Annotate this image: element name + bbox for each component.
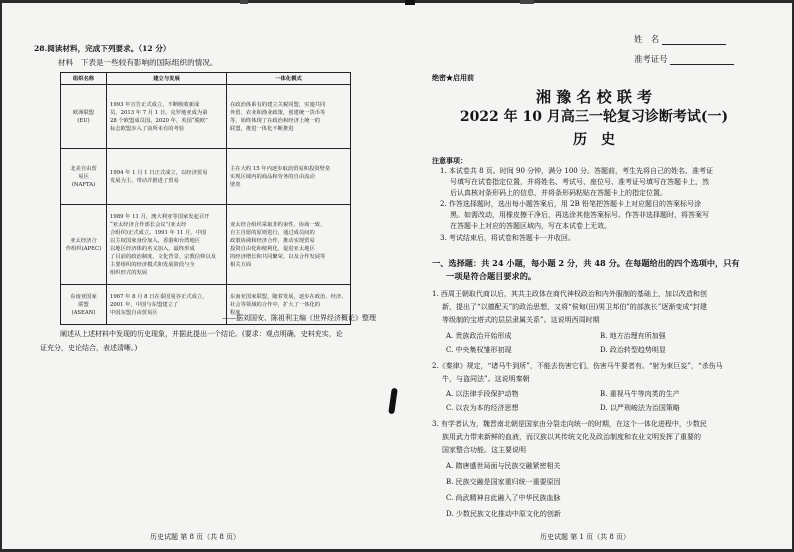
org-name-asean: 东南亚国家 联盟 (ASEAN) — [61, 285, 107, 325]
note-line: 在答题卡上对应的答题区域内，写在本试卷上无效。 — [450, 222, 611, 230]
table-row — [61, 205, 351, 285]
q1-option-d: D. 政治转型趋势明显 — [600, 346, 666, 354]
q2-line: 牛，与盗同法”。这说明秦朝 — [442, 375, 530, 383]
scan-smudge — [388, 388, 398, 415]
col-header-mode: 一体化模式 — [227, 73, 351, 85]
table-row — [61, 85, 351, 149]
org-name-nafta: 北美自由贸 易区 (NAFTA) — [61, 149, 107, 205]
secret-mark: 绝密★启用前 — [432, 73, 474, 82]
q1-option-c: C. 中央集权雏形初现 — [446, 346, 512, 354]
q2-option-d: D. 以严刑峻法为治国策略 — [600, 404, 680, 412]
q1-line: 新，提出了“以德配天”的政治思想，又将“侯甸(田)男卫邦伯”的部族长”逐渐变成“封建 — [442, 303, 707, 311]
note-line: 2. 作答选择题时，选出每小题答案后，用 2B 铅笔把答题卡上对应题目的答案标号涂 — [440, 200, 701, 208]
scan-mark — [520, 0, 534, 4]
q2-option-a: A. 以法律手段保护动物 — [446, 390, 519, 398]
exam-title-1: 湘 豫 名 校 联 考 — [535, 88, 653, 106]
development-cell: 1989 年 11 月，澳大利亚等国家发起召开 “亚太经济合作部长会议”(亚太经 合组织)正式成立。1991 年 11 月，中国 以主权国家身份加入，香港和台湾地区 以地区经济体的名义加入，最终形成 了目前的政治制度、文化背景、宗教信仰以及 主要组织的经济模式和发展阶段与全 组织形式的发展 — [107, 205, 227, 285]
table-header-row — [61, 73, 351, 85]
q3-line: 国家整合功能。这主要说明 — [442, 446, 526, 454]
development-cell: 1967 年 8 月 8 日在泰国曼谷正式成立， 2001 年，中国与东盟建立了 中国东盟自由贸易区 — [107, 285, 227, 325]
ticket-field — [634, 54, 734, 65]
q2-option-c: C. 以农为本的经济思想 — [446, 404, 519, 412]
note-line: 黑。如需改动，用橡皮擦干净后，再选涂其他答案标号。作答非选择题时，将答案写 — [450, 211, 709, 219]
page-footer-right: 历史试题 第 1 页（共 8 页） — [540, 533, 631, 541]
mode-cell: 东南亚国家联盟，随着发展，逐步在政治、经济、 社会等领域的合作中，扩大了一体化的 程度 — [227, 285, 351, 325]
section-heading: 一、选择题：共 24 小题，每小题 2 分，共 48 分。在每题给出的四个选项中，只有 — [432, 258, 740, 268]
material-intro: 材料 下表是一些较有影响的国际组织的情况。 — [58, 58, 218, 67]
note-line: 号填写在试卷指定位置，并将姓名、考试号、座位号、准考证号填写在答题卡上，然 — [450, 178, 709, 186]
org-name-apec: 亚太经济合 作组织(APEC) — [61, 205, 107, 285]
scan-edge-top — [0, 0, 794, 3]
q1-option-b: B. 地方治理有所加强 — [600, 332, 666, 340]
q2-option-b: B. 重视马牛等肉类的生产 — [600, 390, 680, 398]
exam-title-3: 历 史 — [573, 132, 615, 148]
mode-cell: 主在大约 15 年内逐步取消贸易和投资壁垒 实现区域内的商品和劳务的自由流动 壁垒 — [227, 149, 351, 205]
note-line: 1. 本试卷共 8 页。时间 90 分钟，满分 100 分。答题前，考生先将自己的姓名、准考证 — [440, 167, 713, 175]
col-header-name: 组织名称 — [61, 73, 107, 85]
scan-edge-left — [0, 0, 2, 552]
notes-heading: 注意事项： — [432, 156, 467, 165]
q1-option-a: A. 贵族政治开始形成 — [446, 332, 512, 340]
scan-mark — [405, 0, 415, 5]
mode-cell: 在政治体系有的建立关税同盟，实施共同 外贸、农业和渔业政策，创建统一货币等 等，始终体现了在政治和经济上统一的 联盟，推进一体化不断推进 — [227, 85, 351, 149]
col-header-development: 建立与发展 — [107, 73, 227, 85]
section-heading: 一项是符合题目要求的。 — [446, 271, 537, 281]
q28-question-line: 证充分，史论结合，表述清晰。) — [40, 344, 138, 352]
q2-line: 2.《秦律》规定，“诸马牛到所”，不能去伤害它们，伤害马牛要者有。“射为束巨妄”，“杀伤马 — [432, 362, 723, 370]
q3-option-a: A. 隋唐盛世局面与民族交融紧密相关 — [446, 462, 561, 470]
q1-line: 1. 西周王朝取代商以后，其共主政体在商代神权政治和内外服制的基础上，加以改造和创 — [432, 290, 707, 298]
q3-option-d: D. 少数民族文化推动中原文化的创新 — [446, 510, 561, 518]
q3-option-b: B. 民族交融是国家重归统一重要原因 — [446, 478, 561, 486]
note-line: 3. 考试结束后，将试卷和答题卡一并收回。 — [440, 234, 575, 242]
table-row — [61, 149, 351, 205]
page-footer-left: 历史试题 第 8 页（共 8 页） — [150, 533, 241, 541]
q1-line: 等级制的宝塔式的层层隶属关系”。这说明西周时期 — [442, 316, 600, 324]
q28-heading: 28.阅读材料，完成下列要求。（12 分） — [34, 44, 171, 53]
ticket-label: 准考证号 — [634, 54, 668, 64]
q28-question-line: 阐述从上述材料中发现的历史现象，并据此提出一个结论。(要求：观点明确，史料充实，论 — [60, 330, 343, 338]
scan-mark — [240, 0, 248, 4]
development-cell: 1993 年宣告正式成立，不断吸收新成 员，2013 年 7 月 1 日，克罗地亚成为第 28 个欧盟成员国。2020 年，英国“脱欧” 标志欧盟步入了前所未有的考验 — [107, 85, 227, 149]
ticket-blank — [670, 54, 734, 65]
q3-line: 3. 有学者认为，魏晋南北朝是国家由分裂走向统一的时期，在这个一体化进程中，少数民 — [432, 420, 707, 428]
q3-line: 族用武力带来新鲜的血液，而汉族以其传统文化及政治制度和农业文明发挥了重要的 — [442, 433, 701, 441]
name-blank — [662, 34, 726, 45]
org-table — [60, 72, 351, 325]
org-name-eu: 欧洲联盟 (EU) — [61, 85, 107, 149]
exam-title-2: 2022 年 10 月高三一轮复习诊断考试(一) — [459, 109, 729, 125]
development-cell: 1994 年 1 月 1 日正式成立，以经济贸易 发展为主，带动并推进了贸易 — [107, 149, 227, 205]
note-line: 后认真核对条形码上的信息，并将条形码粘贴在答题卡上的指定位置。 — [450, 189, 667, 197]
name-field — [634, 34, 726, 45]
name-label: 姓 名 — [634, 34, 660, 44]
q3-option-c: C. 尚武精神自此融入了中华民族血脉 — [446, 494, 561, 502]
material-source: ——据刘国安、陈祖利主编《世界经济概论》整理 — [222, 314, 376, 322]
mode-cell: 亚太经合组织采取非约束性、协商一致、 自主自愿的原则进行，通过成员间的 政策协调和经济合作，推动实现贸易 投资自由化和便利化，促进亚太地区 的经济增长和共同繁荣，以及合作发展等 相关方面 — [227, 205, 351, 285]
